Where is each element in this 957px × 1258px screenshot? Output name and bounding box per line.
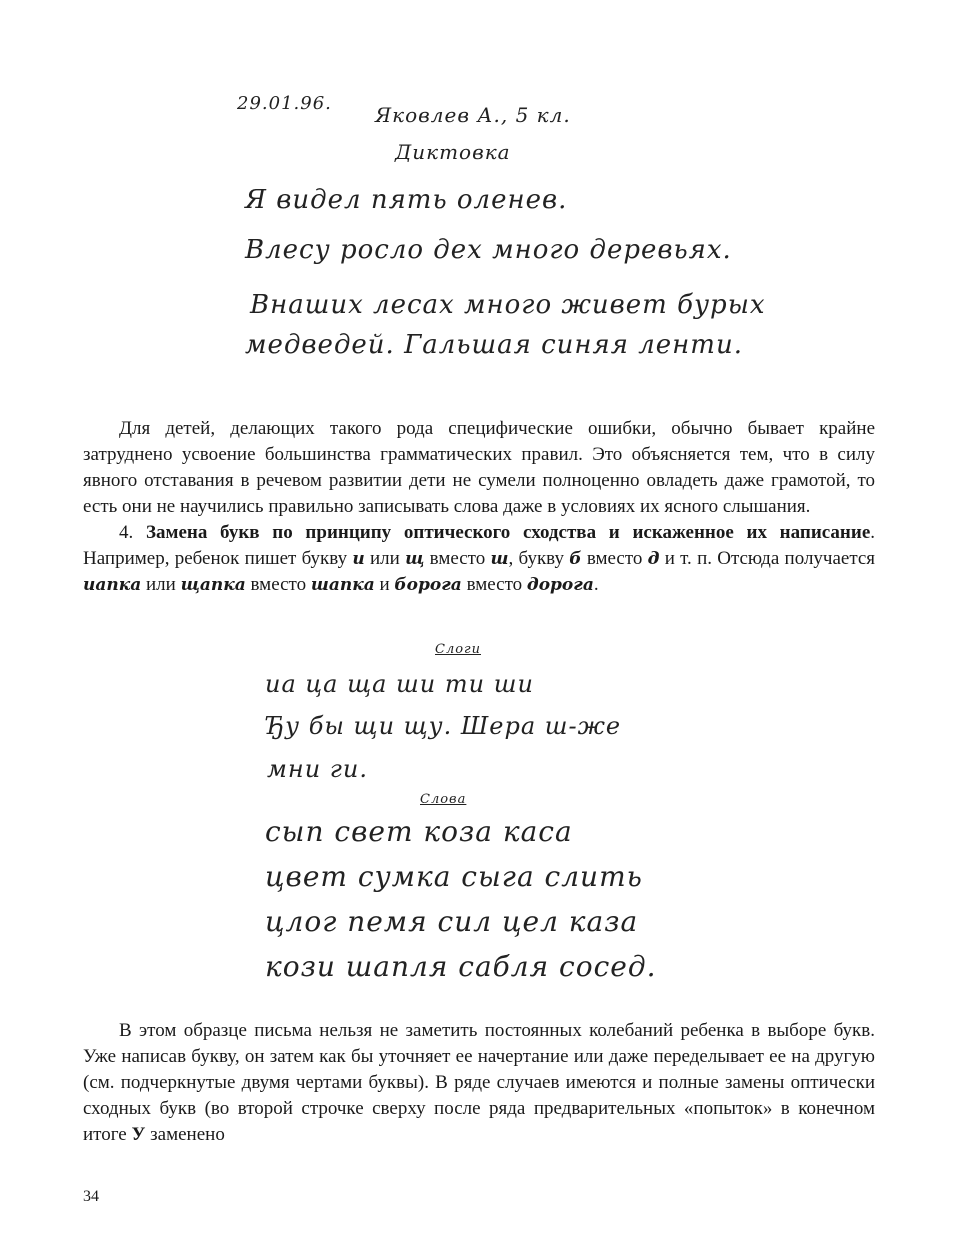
specimen-heading: Слоги (435, 642, 481, 657)
handwritten-word: щапка (180, 575, 246, 595)
page-number: 34 (83, 1188, 99, 1205)
paragraph: Для детей, делающих такого рода специфические ошибки, обычно бывает крайне затруднено усвоение большинства грамматических правил. Это объясняется тем, что в силу явного отставания в речевом развитии дети не сумели полноценно овладеть даже грамотой, то есть они не научились правильно записывать слова даже в условиях их ясного слышания. (83, 418, 875, 517)
text-run: или (146, 574, 176, 595)
item-heading: Замена букв по принципу оптического сходства и искаженное их написание (145, 522, 871, 543)
specimen-author: Яковлев А., 5 кл. (375, 103, 571, 127)
bold-letter: У (131, 1124, 146, 1145)
specimen-heading: Слова (420, 792, 467, 807)
text-run: заменено (150, 1124, 225, 1145)
text-run: вместо (429, 548, 486, 569)
text-run: или (370, 548, 400, 569)
specimen-row: сып свет коза каса (265, 815, 573, 848)
text-run: , букву (508, 548, 565, 569)
handwritten-word: борога (394, 575, 462, 595)
text-run: вместо (466, 574, 523, 595)
handwritten-word: дорога (526, 575, 594, 595)
specimen-line: Внаших лесах много живет бурых (250, 290, 766, 320)
body-text-block (83, 1018, 875, 1148)
handwritten-letter: и (352, 549, 365, 569)
text-run: В этом образце письма нельзя не заметить постоянных колебаний ребенка в выборе букв. Уже написав букву, он затем как бы уточняет ее начертание или даже переделывает ее на другую (см. подчеркнутые двумя чертами буквы). В ряде случаев имеются и полные замены оптически сходных букв (во второй строчке сверху после ряда предварительных «попыток» в конечном итоге (83, 1020, 875, 1145)
specimen-date: 29.01.96. (237, 93, 332, 114)
handwritten-letter: щ (405, 549, 425, 569)
specimen-row: цвет сумка сыга слить (265, 860, 643, 893)
specimen-line: Я видел пять оленев. (245, 185, 568, 215)
specimen-row: иа ца ща ши ти ши (265, 670, 534, 698)
specimen-row: цлог пемя сил цел каза (265, 905, 639, 938)
text-run: и (379, 574, 390, 595)
item-number: 4. (119, 522, 134, 543)
text-run: и т. п. Отсюда получается (664, 548, 876, 569)
specimen-row: кози шапля сабля сосед. (265, 950, 657, 983)
paragraph (83, 1018, 875, 1148)
specimen-line: медведей. Гальшая синяя ленти. (245, 330, 743, 360)
handwritten-letter: д (647, 549, 660, 569)
body-text-block (83, 416, 875, 598)
handwritten-word: иапка (83, 575, 142, 595)
item-4-paragraph (83, 520, 875, 598)
handwritten-word: шапка (310, 575, 375, 595)
handwritten-letter: ш (490, 549, 509, 569)
handwritten-letter: б (569, 549, 582, 569)
text-run: . Например, ребенок пишет букву (83, 522, 876, 569)
specimen-line: Влесу росло дех много деревьях. (245, 235, 732, 265)
handwriting-specimen-dictation (225, 85, 785, 385)
specimen-title: Диктовка (395, 140, 511, 164)
specimen-row: мни ги. (267, 755, 369, 783)
specimen-row: Ђу бы щи щу. Шера ш-же (265, 712, 622, 740)
handwriting-specimen-syllables (255, 640, 725, 1000)
text-run: вместо (586, 548, 643, 569)
text-run: вместо (250, 574, 307, 595)
text-run: . (593, 574, 599, 595)
